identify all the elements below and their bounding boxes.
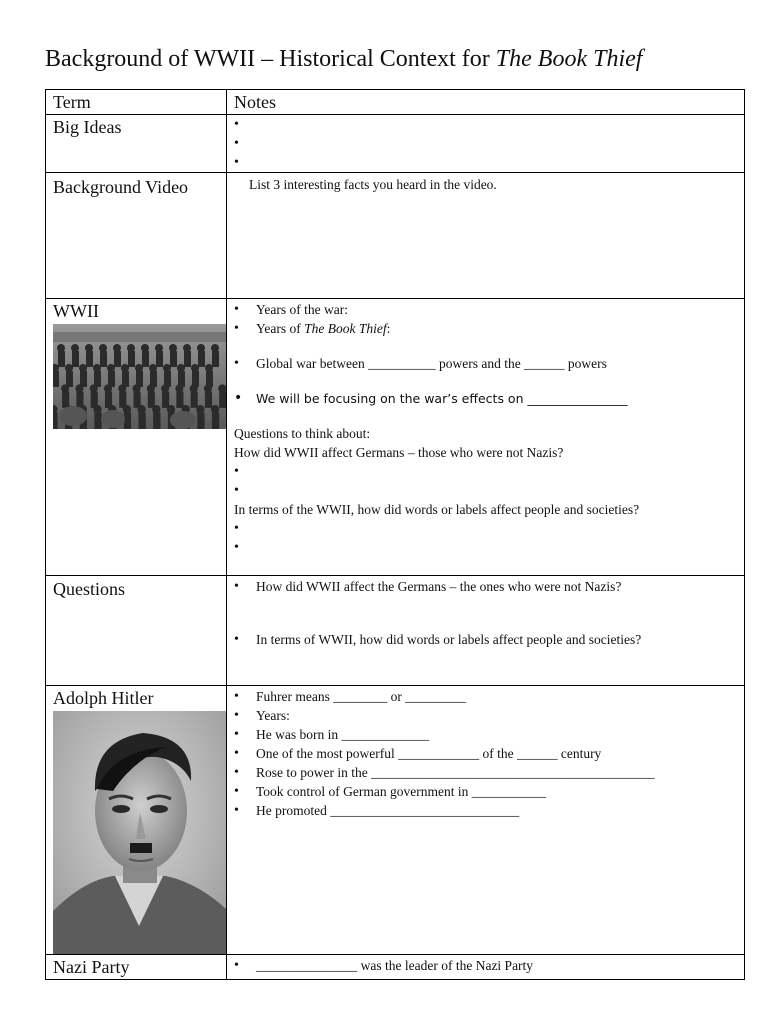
term-big-ideas: Big Ideas <box>53 117 122 137</box>
row-big-ideas <box>46 115 745 173</box>
bullet-item <box>234 462 744 481</box>
term-cell <box>46 299 227 576</box>
bullet-item: • He was born in _____________ <box>234 725 744 744</box>
title-book: The Book Thief <box>495 46 643 72</box>
notes-cell <box>227 115 745 173</box>
term-cell <box>46 115 227 173</box>
header-notes: Notes <box>234 92 276 112</box>
soldiers-photo <box>53 324 226 429</box>
bullet-item: • Years: <box>234 706 744 725</box>
bullet-item <box>234 319 744 338</box>
big-ideas-bullets <box>234 115 744 172</box>
notes-cell <box>227 299 745 576</box>
answer-bullets <box>234 462 744 500</box>
term-questions: Questions <box>53 579 125 599</box>
question-text: In terms of the WWII, how did words or labels affect people and societies? <box>234 502 640 517</box>
row-hitler <box>46 686 745 955</box>
notes-table <box>45 89 745 980</box>
hitler-portrait <box>53 711 226 954</box>
bullet-item: • Rose to power in the __________________________________________ <box>234 763 744 782</box>
term-cell <box>46 576 227 686</box>
bullet-item <box>234 538 744 557</box>
bullet-item <box>234 153 744 172</box>
row-background-video <box>46 173 745 299</box>
questions-heading: Questions to think about: <box>234 426 371 441</box>
years-book-suffix: : <box>386 321 391 336</box>
hitler-bullets <box>234 687 744 820</box>
row-nazi-party <box>46 955 745 980</box>
bullet-item <box>234 519 744 538</box>
bullet-item: • Took control of German government in ___________ <box>234 782 744 801</box>
header-term: Term <box>53 92 91 112</box>
nazi-bullets <box>234 956 744 975</box>
term-cell <box>46 686 227 955</box>
bullet-item: • Years of the war: <box>234 300 744 319</box>
bullet-item: • How did WWII affect the Germans – the ones who were not Nazis? <box>234 577 744 596</box>
questions-bullets <box>234 577 744 649</box>
term-cell <box>46 173 227 299</box>
header-notes-cell <box>227 90 745 115</box>
bullet-item: • In terms of WWII, how did words or labels affect people and societies? <box>234 630 744 649</box>
term-nazi-party: Nazi Party <box>53 957 130 977</box>
bullet-item: • One of the most powerful ____________ of the ______ century <box>234 744 744 763</box>
bullet-item <box>234 134 744 153</box>
row-wwii <box>46 299 745 576</box>
term-cell <box>46 955 227 980</box>
video-instruction: List 3 interesting facts you heard in the video. <box>249 177 497 192</box>
answer-bullets <box>234 519 744 557</box>
years-book-prefix: Years of <box>256 321 305 336</box>
bullet-item: • Global war between __________ powers and the ______ powers <box>234 354 744 373</box>
term-wwii: WWII <box>53 301 99 321</box>
question-text: How did WWII affect Germans – those who were not Nazis? <box>234 445 564 460</box>
title-prefix: Background of WWII – Historical Context for <box>45 46 496 72</box>
bullet-item <box>234 481 744 500</box>
notes-cell <box>227 686 745 955</box>
notes-cell <box>227 173 745 299</box>
notes-cell <box>227 576 745 686</box>
bullet-item: • Fuhrer means ________ or _________ <box>234 687 744 706</box>
bullet-item <box>234 115 744 134</box>
bullet-item: • He promoted ____________________________ <box>234 801 744 820</box>
header-row <box>46 90 745 115</box>
page-title <box>45 46 642 73</box>
bullet-item: • We will be focusing on the war’s effects on ________________ <box>234 389 744 408</box>
header-term-cell <box>46 90 227 115</box>
term-background-video: Background Video <box>53 177 189 197</box>
years-book-title: The Book Thief <box>304 321 387 336</box>
notes-cell <box>227 955 745 980</box>
wwii-bullets <box>234 300 744 408</box>
row-questions <box>46 576 745 686</box>
term-adolph-hitler: Adolph Hitler <box>53 688 154 708</box>
bullet-item: • _______________ was the leader of the Nazi Party <box>234 956 744 975</box>
